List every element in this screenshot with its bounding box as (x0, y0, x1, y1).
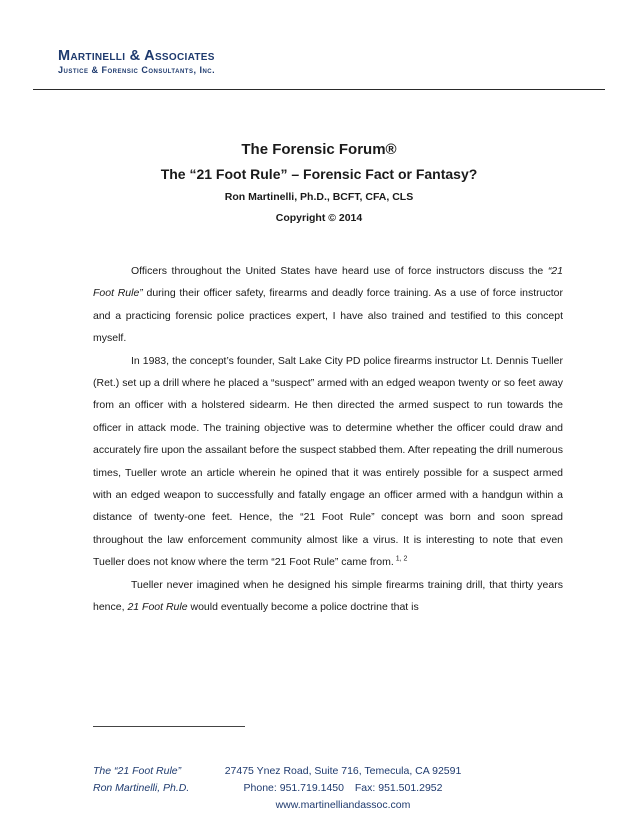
page-title: The Forensic Forum® (241, 141, 397, 158)
footnote-markers: 1, 2 (393, 555, 408, 563)
footer-phone-row (193, 780, 493, 797)
footer-doc-author: Ron Martinelli, Ph.D. (93, 782, 190, 794)
paragraph-3 (93, 574, 563, 619)
paragraph-1-text-a: Officers throughout the United States have heard use of force instructors discuss the (131, 265, 548, 277)
title-block (0, 141, 638, 224)
paragraph-3-text-b: would eventually become a police doctrine that is (187, 601, 419, 614)
footer-address: 27475 Ynez Road, Suite 716, Temecula, CA 92591 (224, 765, 462, 777)
copyright-line: Copyright © 2014 (275, 212, 363, 224)
paragraph-2 (93, 350, 563, 574)
footer-phone: Phone: 951.719.1450 (243, 782, 344, 794)
article-subtitle: The “21 Foot Rule” – Forensic Fact or Fantasy? (160, 166, 478, 182)
header-divider (33, 89, 605, 90)
footer-contact (193, 763, 493, 814)
footer-fax: Fax: 951.501.2952 (354, 782, 443, 794)
author-line: Ron Martinelli, Ph.D., BCFT, CFA, CLS (224, 191, 414, 203)
paragraph-3-emphasis: 21 Foot Rule (127, 601, 188, 614)
paragraph-3-text-a: Tueller never imagined when he designed his simple firearms training drill, that thirty years hence, (93, 578, 563, 614)
firm-subtitle: Justice & Forensic Consultants, Inc. (58, 65, 216, 75)
paragraph-1-text-b: during their officer safety, firearms and deadly force training. As a use of force instructor and a practicing forensic police practices expert, I have also trained and testified to this concept myself. (93, 287, 563, 345)
paragraph-1-emphasis: “21 Foot Rule” (93, 265, 563, 300)
firm-name: Martinelli & Associates (58, 48, 215, 64)
letterhead (58, 48, 215, 75)
article-body (93, 260, 563, 619)
paragraph-1 (93, 260, 563, 350)
footer-website[interactable]: www.martinelliandassoc.com (275, 799, 411, 811)
footnote-divider (93, 726, 245, 727)
paragraph-2-text: In 1983, the concept’s founder, Salt Lake City PD police firearms instructor Lt. Dennis Tueller (Ret.) set up a drill where he placed a “suspect” armed with an edged weapon twenty or so feet away from an officer with a holstered sidearm. He then directed the armed suspect to run towards the officer in attack mode. The training objective was to determine whether the officer could draw and accurately fire upon the assailant before the suspect stabbed them. After repeating the drill numerous times, Tueller wrote an article wherein he opined that it was entirely possible for a suspect armed with an edged weapon to successfully and fatally engage an officer armed with a handgun within a distance of twenty-one feet. Hence, the “21 Foot Rule” concept was born and soon spread throughout the law enforcement community almost like a virus. It is interesting to note that even Tueller does not know where the term “21 Foot Rule” came from. (93, 354, 563, 569)
footer-doc-title: The “21 Foot Rule” (93, 765, 182, 777)
